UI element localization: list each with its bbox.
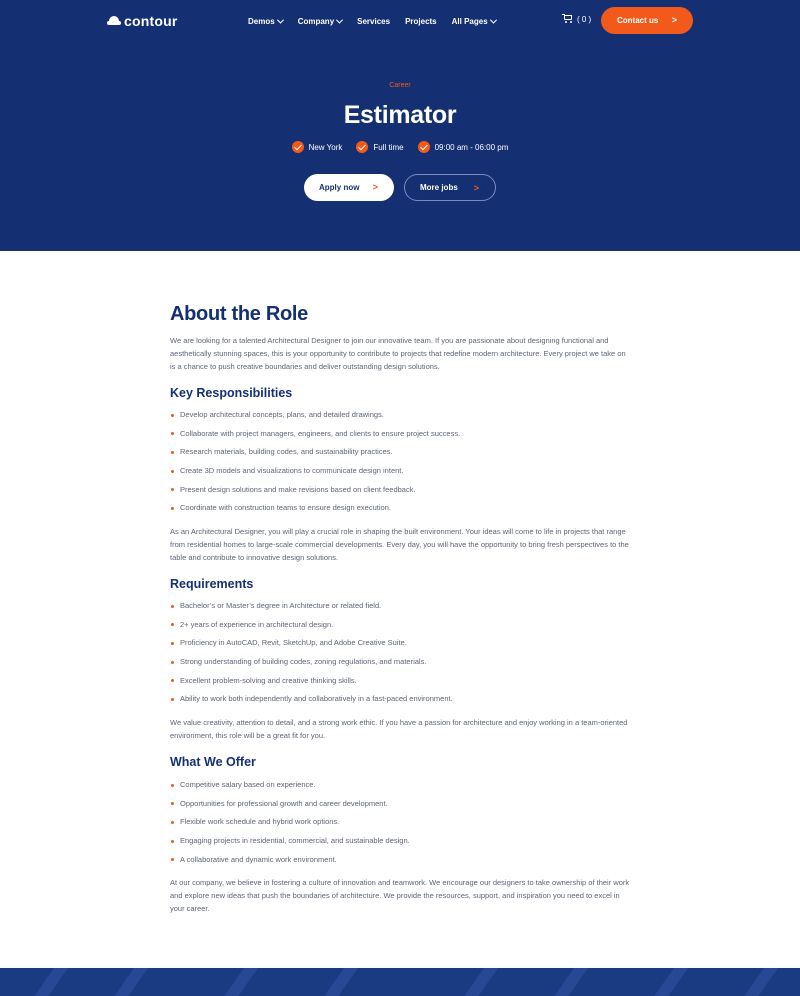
- list-item: Develop architectural concepts, plans, and detailed drawings.: [170, 409, 630, 428]
- nav-item-services[interactable]: [357, 14, 390, 28]
- arrow-right-icon: >: [671, 15, 677, 25]
- contact-us-button[interactable]: [601, 7, 693, 34]
- about-text: We are looking for a talented Architectural Designer to join our innovative team. If you are passionate about designing functional and aesthetically stunning spaces, this is your opportunity to contribute to projects that redefine modern architecture. Every project we take on is a chance to push creative boundaries and deliver outstanding design solutions.: [170, 336, 626, 371]
- nav-item-label: Company: [297, 16, 335, 26]
- job-hours: [418, 141, 509, 153]
- nav-item-label: Demos: [248, 16, 275, 26]
- chevron-down-icon: [490, 16, 497, 23]
- list-item: Collaborate with project managers, engineers, and clients to ensure project success.: [170, 428, 630, 447]
- arrow-right-icon: >: [372, 182, 378, 192]
- list-item: Ability to work both independently and collaboratively in a fast-paced environment.: [170, 693, 630, 712]
- nav-item-label: All Pages: [451, 16, 488, 26]
- contact-us-label: Contact us: [617, 16, 659, 25]
- more-jobs-button[interactable]: [404, 174, 496, 201]
- check-circle-icon: [418, 141, 430, 153]
- nav-item-all-pages[interactable]: [452, 14, 496, 28]
- list-item: Research materials, building codes, and sustainability practices.: [170, 446, 630, 465]
- brand-logo[interactable]: [107, 12, 178, 30]
- about-heading: About the Role: [170, 303, 309, 325]
- page-title: Estimator: [343, 101, 457, 129]
- list-item: Flexible work schedule and hybrid work options.: [170, 816, 630, 835]
- nav-item-label: Projects: [405, 16, 437, 26]
- chevron-down-icon: [277, 16, 284, 23]
- page-kicker: Career: [389, 82, 411, 89]
- nav-item-label: Services: [357, 16, 391, 26]
- responsibilities-list: [170, 409, 630, 521]
- requirements-heading: Requirements: [170, 577, 254, 591]
- nav-item-demos[interactable]: [248, 14, 283, 28]
- arrow-right-icon: >: [473, 183, 479, 193]
- job-type-text: Full time: [373, 142, 404, 152]
- requirements-list: [170, 600, 630, 712]
- brand-name: contour: [124, 13, 178, 29]
- job-type: [356, 141, 403, 153]
- list-item: Coordinate with construction teams to ensure design execution.: [170, 502, 630, 521]
- offer-text: At our company, we believe in fostering a culture of innovation and teamwork. We encourage our designers to take ownership of their work and explore new ideas that push the boundaries of architecture. We provide the resources, support, and inspiration you need to excel in your career.: [170, 878, 630, 913]
- offer-heading: What We Offer: [170, 755, 256, 769]
- contour-logo-icon: [107, 16, 121, 26]
- requirements-text: We value creativity, attention to detail, and a strong work ethic. If you have a passion for architecture and enjoy working in a team-oriented environment, this role will be a great fit for you.: [170, 718, 628, 740]
- job-hours-text: 09:00 am - 06:00 pm: [434, 142, 509, 152]
- check-circle-icon: [356, 141, 368, 153]
- check-circle-icon: [292, 141, 304, 153]
- cart-icon: [562, 14, 573, 24]
- apply-now-label: Apply now: [319, 183, 360, 192]
- list-item: Bachelor’s or Master’s degree in Architecture or related field.: [170, 600, 630, 619]
- list-item: Present design solutions and make revisions based on client feedback.: [170, 484, 630, 503]
- chevron-down-icon: [336, 16, 343, 23]
- job-location-text: New York: [308, 142, 343, 152]
- list-item: Excellent problem-solving and creative thinking skills.: [170, 675, 630, 694]
- offer-list: [170, 779, 630, 872]
- list-item: Engaging projects in residential, commercial, and sustainable design.: [170, 835, 630, 854]
- list-item: Strong understanding of building codes, zoning regulations, and materials.: [170, 656, 630, 675]
- more-jobs-label: More jobs: [420, 183, 458, 192]
- list-item: 2+ years of experience in architectural design.: [170, 619, 630, 638]
- footer-banner: [0, 968, 800, 996]
- list-item: Competitive salary based on experience.: [170, 779, 630, 798]
- list-item: A collaborative and dynamic work environment.: [170, 854, 630, 873]
- cart-count: ( 0 ): [577, 14, 592, 24]
- responsibilities-text: As an Architectural Designer, you will play a crucial role in shaping the built environment. Your ideas will come to life in projects that range from residential homes to large-scale commercial developments. Every day, you will have the opportunity to bring fresh perspectives to the table and contribute to innovative design solutions.: [170, 527, 629, 562]
- cart-button[interactable]: [562, 14, 591, 24]
- responsibilities-heading: Key Responsibilities: [170, 386, 293, 400]
- nav-item-projects[interactable]: [405, 14, 437, 28]
- nav-item-company[interactable]: [298, 14, 342, 28]
- main-nav: [248, 14, 496, 28]
- list-item: Opportunities for professional growth and career development.: [170, 798, 630, 817]
- apply-now-button[interactable]: [304, 174, 394, 201]
- job-meta: [0, 141, 800, 153]
- hero-section: [0, 0, 800, 251]
- list-item: Proficiency in AutoCAD, Revit, SketchUp, and Adobe Creative Suite.: [170, 637, 630, 656]
- list-item: Create 3D models and visualizations to communicate design intent.: [170, 465, 630, 484]
- job-location: [292, 141, 343, 153]
